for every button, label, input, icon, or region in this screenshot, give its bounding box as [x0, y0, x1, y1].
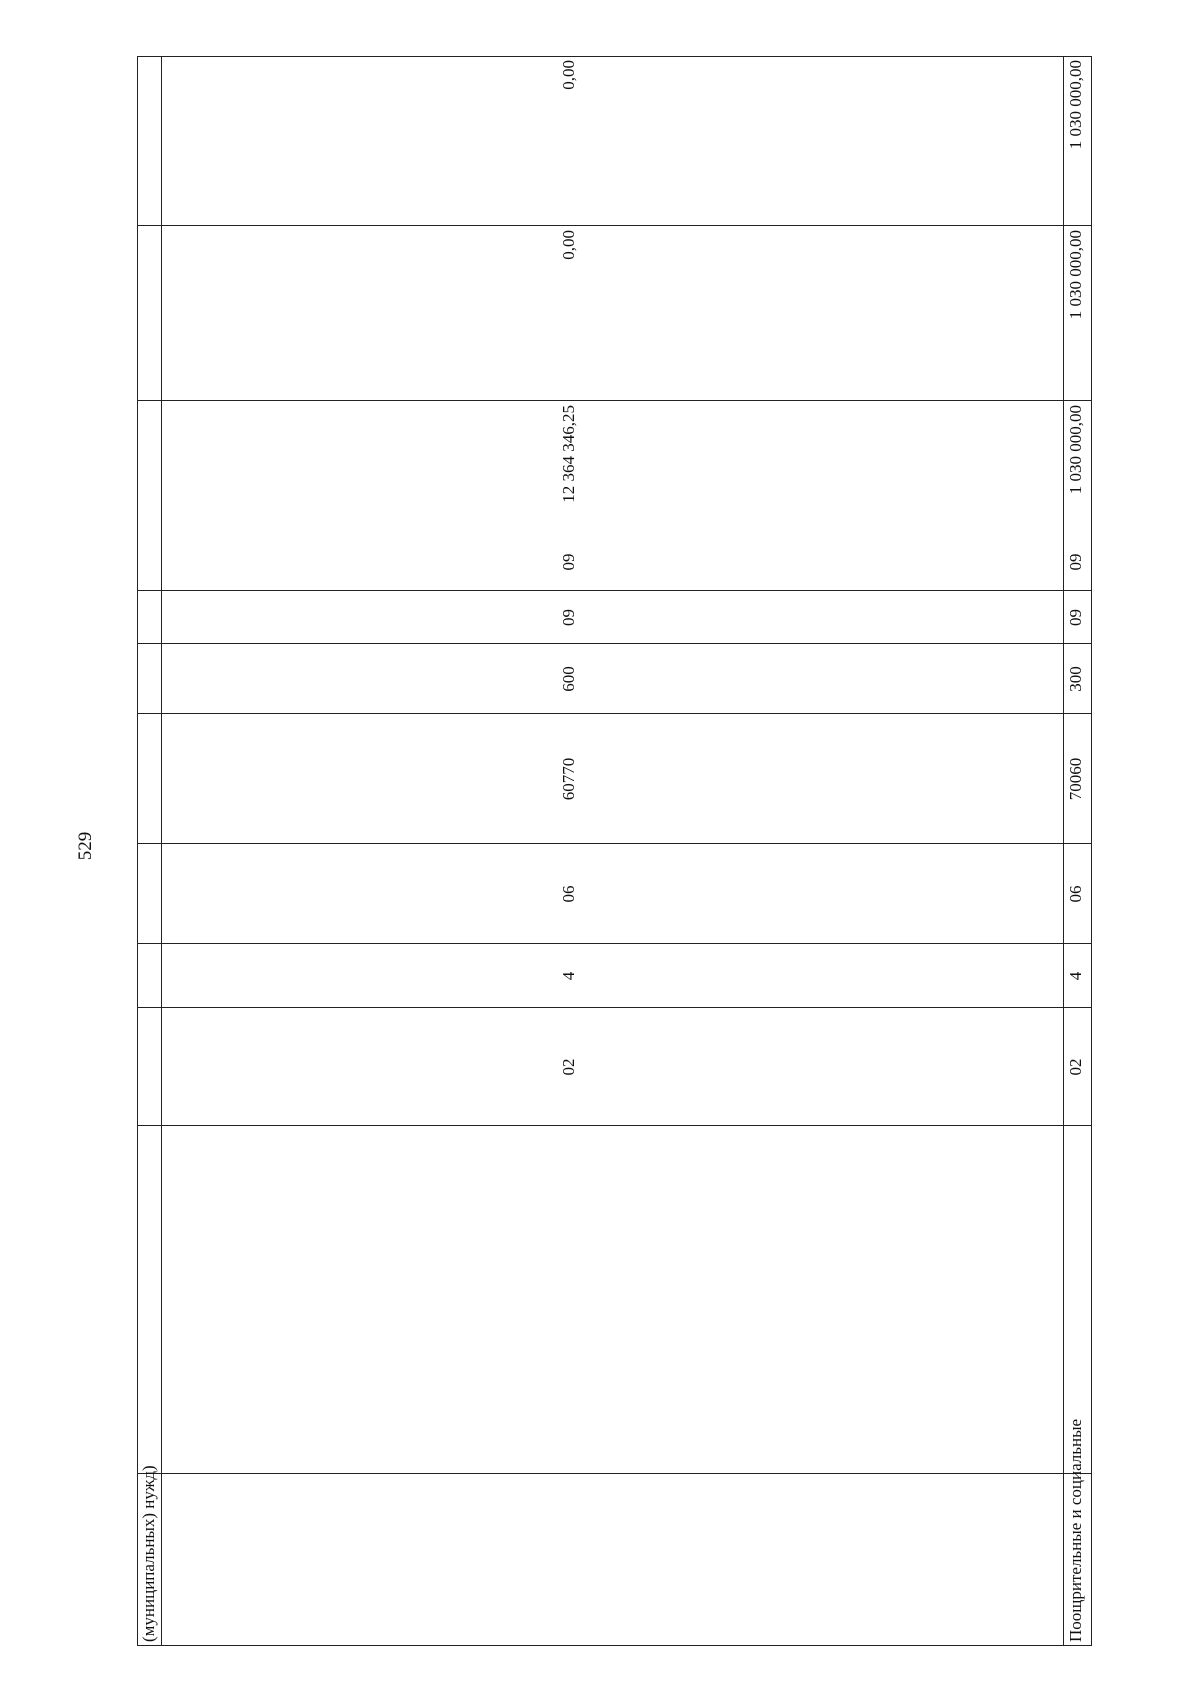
row-main-sub: 4: [559, 971, 578, 981]
row-separator-bottom: [1063, 56, 1064, 1646]
row-bottom-vr-text: 300: [1066, 666, 1085, 692]
row-main-rz: 09: [559, 609, 578, 626]
col-separator-6: [137, 713, 1092, 714]
row-bottom-sub-text: 4: [1066, 971, 1085, 981]
col-separator-4: [137, 943, 1092, 944]
row-top-label: (муниципальных) нужд): [139, 1465, 158, 1642]
row-main-sum2: 0,00: [559, 230, 578, 260]
row-bottom-rz-text: 09: [1066, 609, 1085, 626]
row-bottom-prog-text: 02: [1066, 1058, 1085, 1076]
row-separator-top: [161, 56, 162, 1646]
col-separator-10: [137, 225, 1092, 226]
page-number: 529: [75, 831, 96, 861]
row-main-dir: 60770: [559, 757, 578, 801]
col-separator-9: [137, 400, 1092, 401]
row-bottom-grp-text: 06: [1066, 885, 1085, 903]
table-frame: [137, 56, 1092, 1646]
col-separator-1: [137, 1473, 1092, 1474]
col-separator-8: [137, 590, 1092, 591]
row-bottom-pr-text: 09: [1066, 553, 1085, 571]
row-bottom-sum2-text: 1 030 000,00: [1066, 230, 1085, 320]
row-bottom-dir-text: 70060: [1066, 757, 1085, 801]
col-separator-7: [137, 643, 1092, 644]
row-bottom-sum3-text: 1 030 000,00: [1066, 60, 1085, 150]
col-separator-3: [137, 1007, 1092, 1008]
row-main-sum1: 12 364 346,25: [559, 405, 578, 503]
row-main-prog: 02: [559, 1058, 578, 1076]
row-main-pr: 09: [559, 553, 578, 571]
row-main-sum3: 0,00: [559, 60, 578, 90]
row-bottom-sum1-text: 1 030 000,00: [1066, 405, 1085, 495]
row-main-vr: 600: [559, 666, 578, 692]
budget-sheet: [137, 56, 1092, 1646]
row-main-grp: 06: [559, 885, 578, 903]
col-separator-2: [137, 1125, 1092, 1126]
col-separator-5: [137, 843, 1092, 844]
row-bottom-label: Поощрительные и социальные: [1066, 1418, 1085, 1642]
